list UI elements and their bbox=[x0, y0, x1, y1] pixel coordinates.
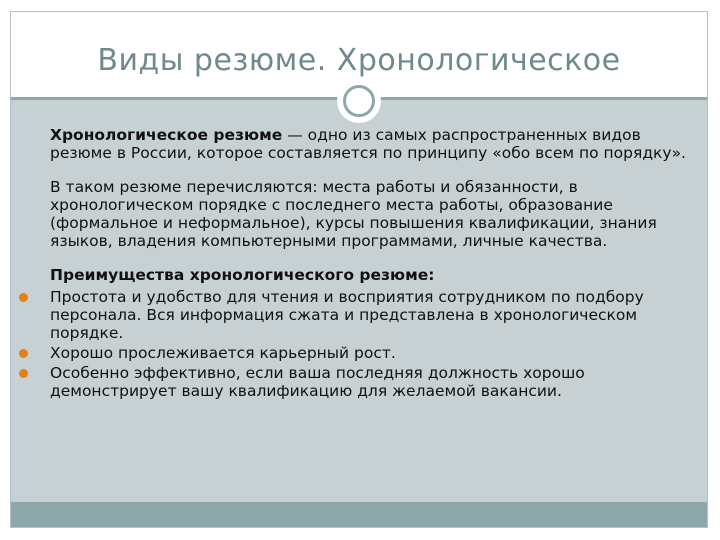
list-item bbox=[50, 364, 690, 400]
slide-body bbox=[50, 126, 690, 402]
list-item-text: Особенно эффективно, если ваша последняя должность хорошо демонстрирует вашу квалификацию для желаемой вакансии. bbox=[50, 364, 585, 400]
slide-title: Виды резюме. Хронологическое bbox=[97, 43, 621, 78]
bullet-icon bbox=[19, 369, 28, 378]
intro-paragraph bbox=[50, 126, 690, 162]
details-paragraph: В таком резюме перечисляются: места работы и обязанности, в хронологическом порядке с последнего места работы, образование (формальное и неформальное), курсы повышения квалификации, знания языков, владения компьютерными программами, личные качества. bbox=[50, 178, 657, 250]
circle-ornament-icon bbox=[337, 79, 381, 123]
advantages-list bbox=[50, 288, 690, 400]
intro-term: Хронологическое резюме bbox=[50, 126, 283, 144]
list-item-text: Хорошо прослеживается карьерный рост. bbox=[50, 344, 396, 362]
bullet-icon bbox=[19, 349, 28, 358]
list-item bbox=[50, 344, 690, 362]
list-item-text: Простота и удобство для чтения и восприятия сотрудником по подбору персонала. Вся информация сжата и представлена в хронологическом порядке. bbox=[50, 288, 644, 342]
bullet-icon bbox=[19, 293, 28, 302]
circle-ring bbox=[343, 85, 375, 117]
intro-rest: — одно из самых распространенных видов резюме в России, которое составляется по принципу «обо всем по порядку». bbox=[50, 126, 686, 162]
list-item bbox=[50, 288, 690, 342]
footer-bar bbox=[11, 502, 707, 527]
advantages-heading: Преимущества хронологического резюме: bbox=[50, 266, 435, 284]
